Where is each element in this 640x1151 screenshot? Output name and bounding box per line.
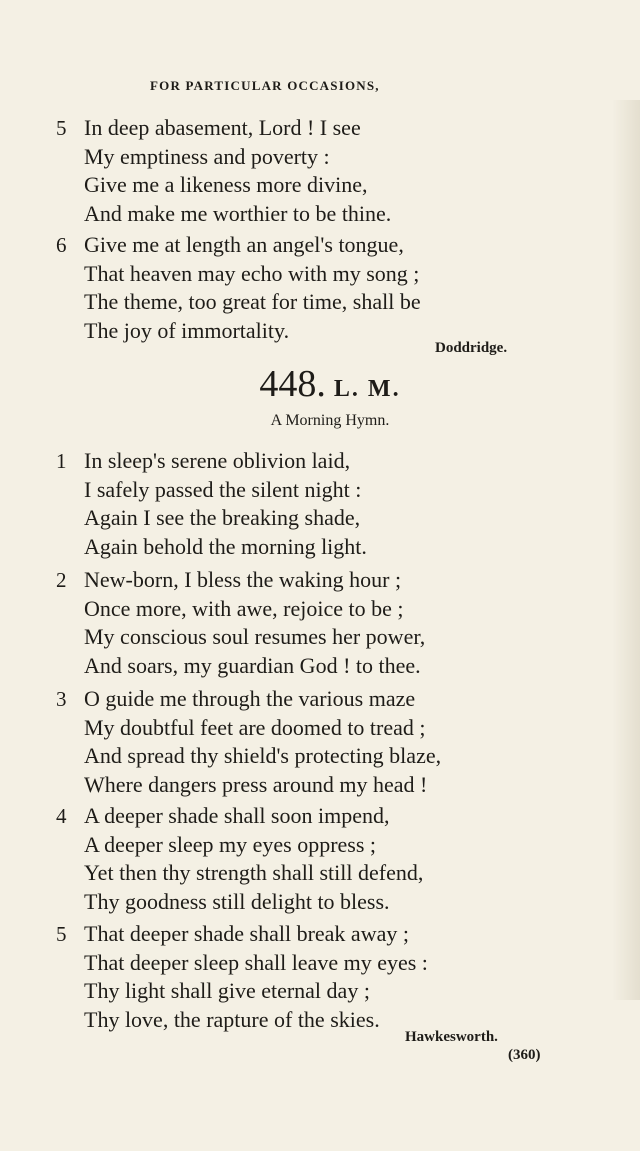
verse-line: A deeper sleep my eyes oppress ;: [84, 831, 377, 857]
verse-line: In sleep's serene oblivion laid,: [84, 448, 351, 473]
verse-line: Thy love, the rapture of the skies.: [84, 1006, 380, 1032]
stanza-number: 5: [56, 922, 67, 946]
facing-page-bleed: [612, 100, 640, 1000]
stanza-number: 3: [56, 687, 67, 711]
verse-line: Give me a likeness more divine,: [84, 172, 368, 197]
verse-line: A deeper shade shall soon impend,: [84, 803, 390, 828]
verse-line: That deeper sleep shall leave my eyes :: [84, 949, 428, 975]
verse-line: And soars, my guardian God ! to thee.: [84, 652, 421, 678]
stanza-number: 5: [56, 116, 67, 140]
verse-line: That deeper shade shall break away ;: [84, 921, 409, 946]
author-attribution: Hawkesworth.: [405, 1029, 498, 1045]
verse-line: And make me worthier to be thine.: [84, 200, 392, 226]
verse-line: Thy light shall give eternal day ;: [84, 978, 370, 1003]
hymn-title: A Morning Hymn.: [270, 412, 390, 429]
hymn-number: 448.: [259, 363, 326, 405]
verse-line: My conscious soul resumes her power,: [84, 624, 426, 649]
verse-line: Yet then thy strength shall still defend,: [84, 860, 424, 885]
running-head: FOR PARTICULAR OCCASIONS,: [150, 78, 380, 93]
verse-line: The theme, too great for time, shall be: [84, 289, 421, 314]
verse-line: Give me at length an angel's tongue,: [84, 232, 404, 257]
verse-line: O guide me through the various maze: [84, 686, 416, 711]
verse-line: I safely passed the silent night :: [84, 476, 362, 502]
page-number: (360): [508, 1047, 541, 1063]
hymn-meter: L. M.: [333, 376, 401, 402]
verse-line: Again I see the breaking shade,: [84, 505, 361, 530]
verse-line: Once more, with awe, rejoice to be ;: [84, 595, 404, 621]
verse-line: In deep abasement, Lord ! I see: [84, 115, 361, 140]
stanza-number: 2: [56, 568, 67, 592]
verse-line: New-born, I bless the waking hour ;: [84, 567, 402, 592]
stanza-number: 6: [56, 233, 67, 257]
verse-line: My doubtful feet are doomed to tread ;: [84, 714, 426, 740]
stanza-number: 1: [56, 449, 67, 473]
verse-line: That heaven may echo with my song ;: [84, 260, 420, 286]
verse-line: The joy of immortality.: [84, 317, 290, 343]
hymn-number-heading: [0, 364, 640, 409]
stanza-number: 4: [56, 804, 67, 828]
author-attribution: Doddridge.: [435, 340, 508, 356]
verse-line: Where dangers press around my head !: [84, 771, 428, 797]
verse-line: My emptiness and poverty :: [84, 143, 330, 169]
verse-line: And spread thy shield's protecting blaze,: [84, 743, 442, 768]
verse-line: Thy goodness still delight to bless.: [84, 888, 390, 914]
verse-line: Again behold the morning light.: [84, 533, 367, 559]
